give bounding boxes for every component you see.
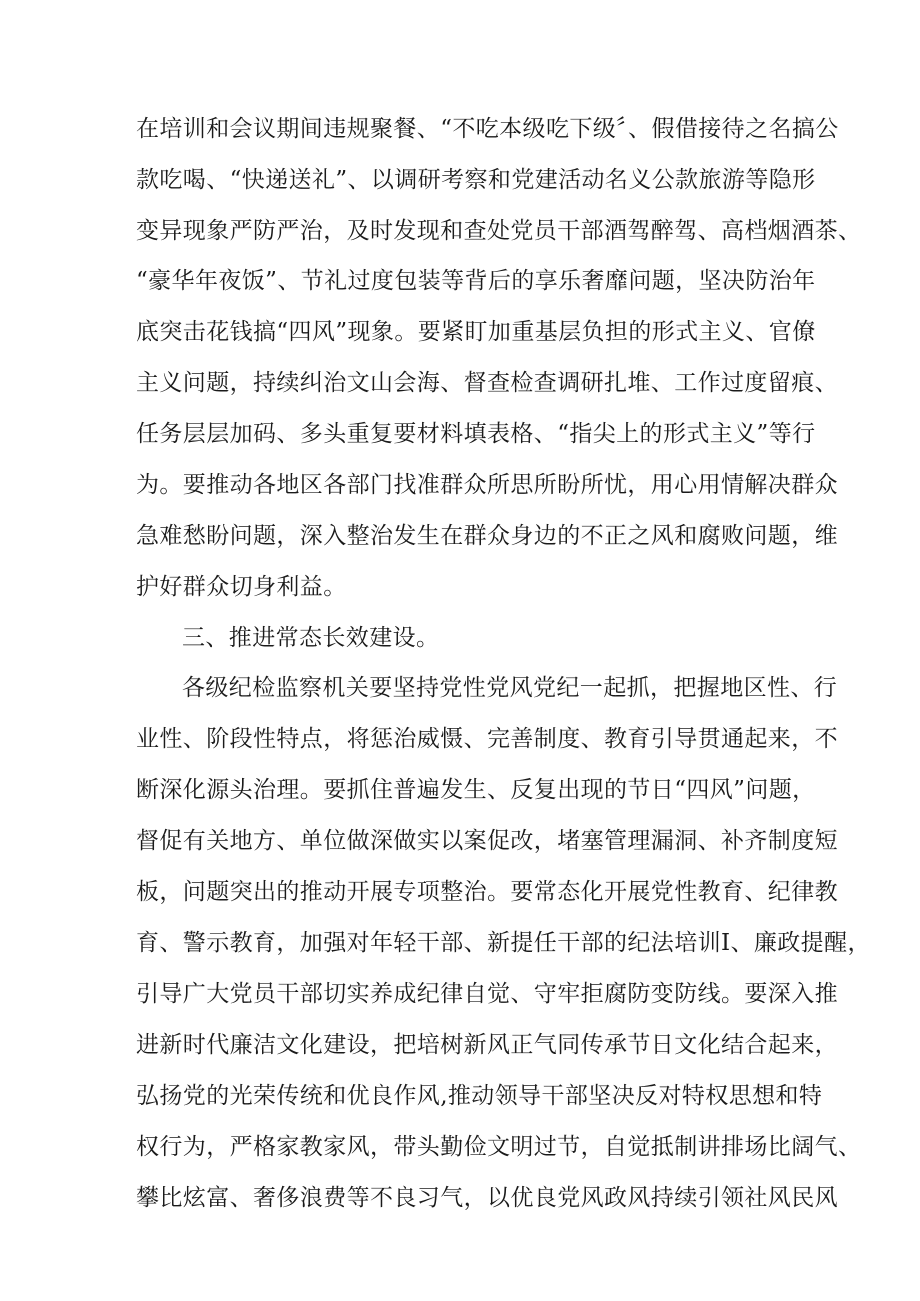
text-line: “豪华年夜饭”、节礼过度包装等背后的享乐奢靡问题，坚决防治年: [136, 268, 816, 294]
text-line: 任务层层加码、多头重复要材料填表格、“指尖上的形式主义”等行: [136, 421, 816, 447]
text-line: 督促有关地方、单位做深做实以案促改，堵塞管理漏洞、补齐制度短: [136, 828, 838, 854]
text-line: 弘扬党的光荣传统和优良作风,推动领导干部坚决反对特权思想和特: [136, 1083, 823, 1109]
text-line: 育、警示教育，加强对年轻干部、新提任干部的纪法培训I、廉政提醒，: [136, 930, 871, 956]
text-line: 急难愁盼问题，深入整治发生在群众身边的不正之风和腐败问题，维: [136, 523, 838, 549]
text-line: 断深化源头治理。要抓住普遍发生、反复出现的节日“四风”问题，: [136, 777, 816, 803]
text-line: 进新时代廉洁文化建设，把培树新风正气同传承节日文化结合起来，: [136, 1032, 838, 1058]
text-line: 款吃喝、“快递送礼”、以调研考察和党建活动名义公款旅游等隐形: [136, 167, 816, 193]
text-line: 板，问题突出的推动开展专项整治。要常态化开展党性教育、纪律教: [136, 879, 838, 905]
text-line: 变异现象严防严治，及时发现和查处党员干部酒驾醉驾、高档烟酒茶、: [136, 218, 862, 244]
section-heading: 三、推进常态长效建设。: [182, 625, 440, 651]
text-line: 攀比炫富、奢侈浪费等不良习气，以优良党风政风持续引领社风民风: [136, 1185, 838, 1211]
text-line: 各级纪检监察机关要坚持党性党风党纪一起抓，把握地区性、行: [182, 675, 838, 701]
text-line: 引导广大党员干部切实养成纪律自觉、守牢拒腐防变防线。要深入推: [136, 981, 838, 1007]
text-line: 底突击花钱搞“四风”现象。要紧盯加重基层负担的形式主义、官僚: [136, 319, 816, 345]
text-line: 权行为，严格家教家风，带头勤俭文明过节，自觉抵制讲排场比阔气、: [136, 1134, 862, 1160]
text-line: 为。要推动各地区各部门找准群众所思所盼所忧，用心用情解决群众: [136, 472, 838, 498]
text-line: 在培训和会议期间违规聚餐、“不吃本级吃下级〞、假借接待之名搞公: [136, 116, 839, 142]
text-line: 护好群众切身利益。: [136, 574, 347, 600]
text-line: 业性、阶段性特点，将惩治威慑、完善制度、教育引导贯通起来，不: [136, 726, 838, 752]
text-line: 主义问题，持续纠治文山会海、督查检查调研扎堆、工作过度留痕、: [136, 370, 838, 396]
